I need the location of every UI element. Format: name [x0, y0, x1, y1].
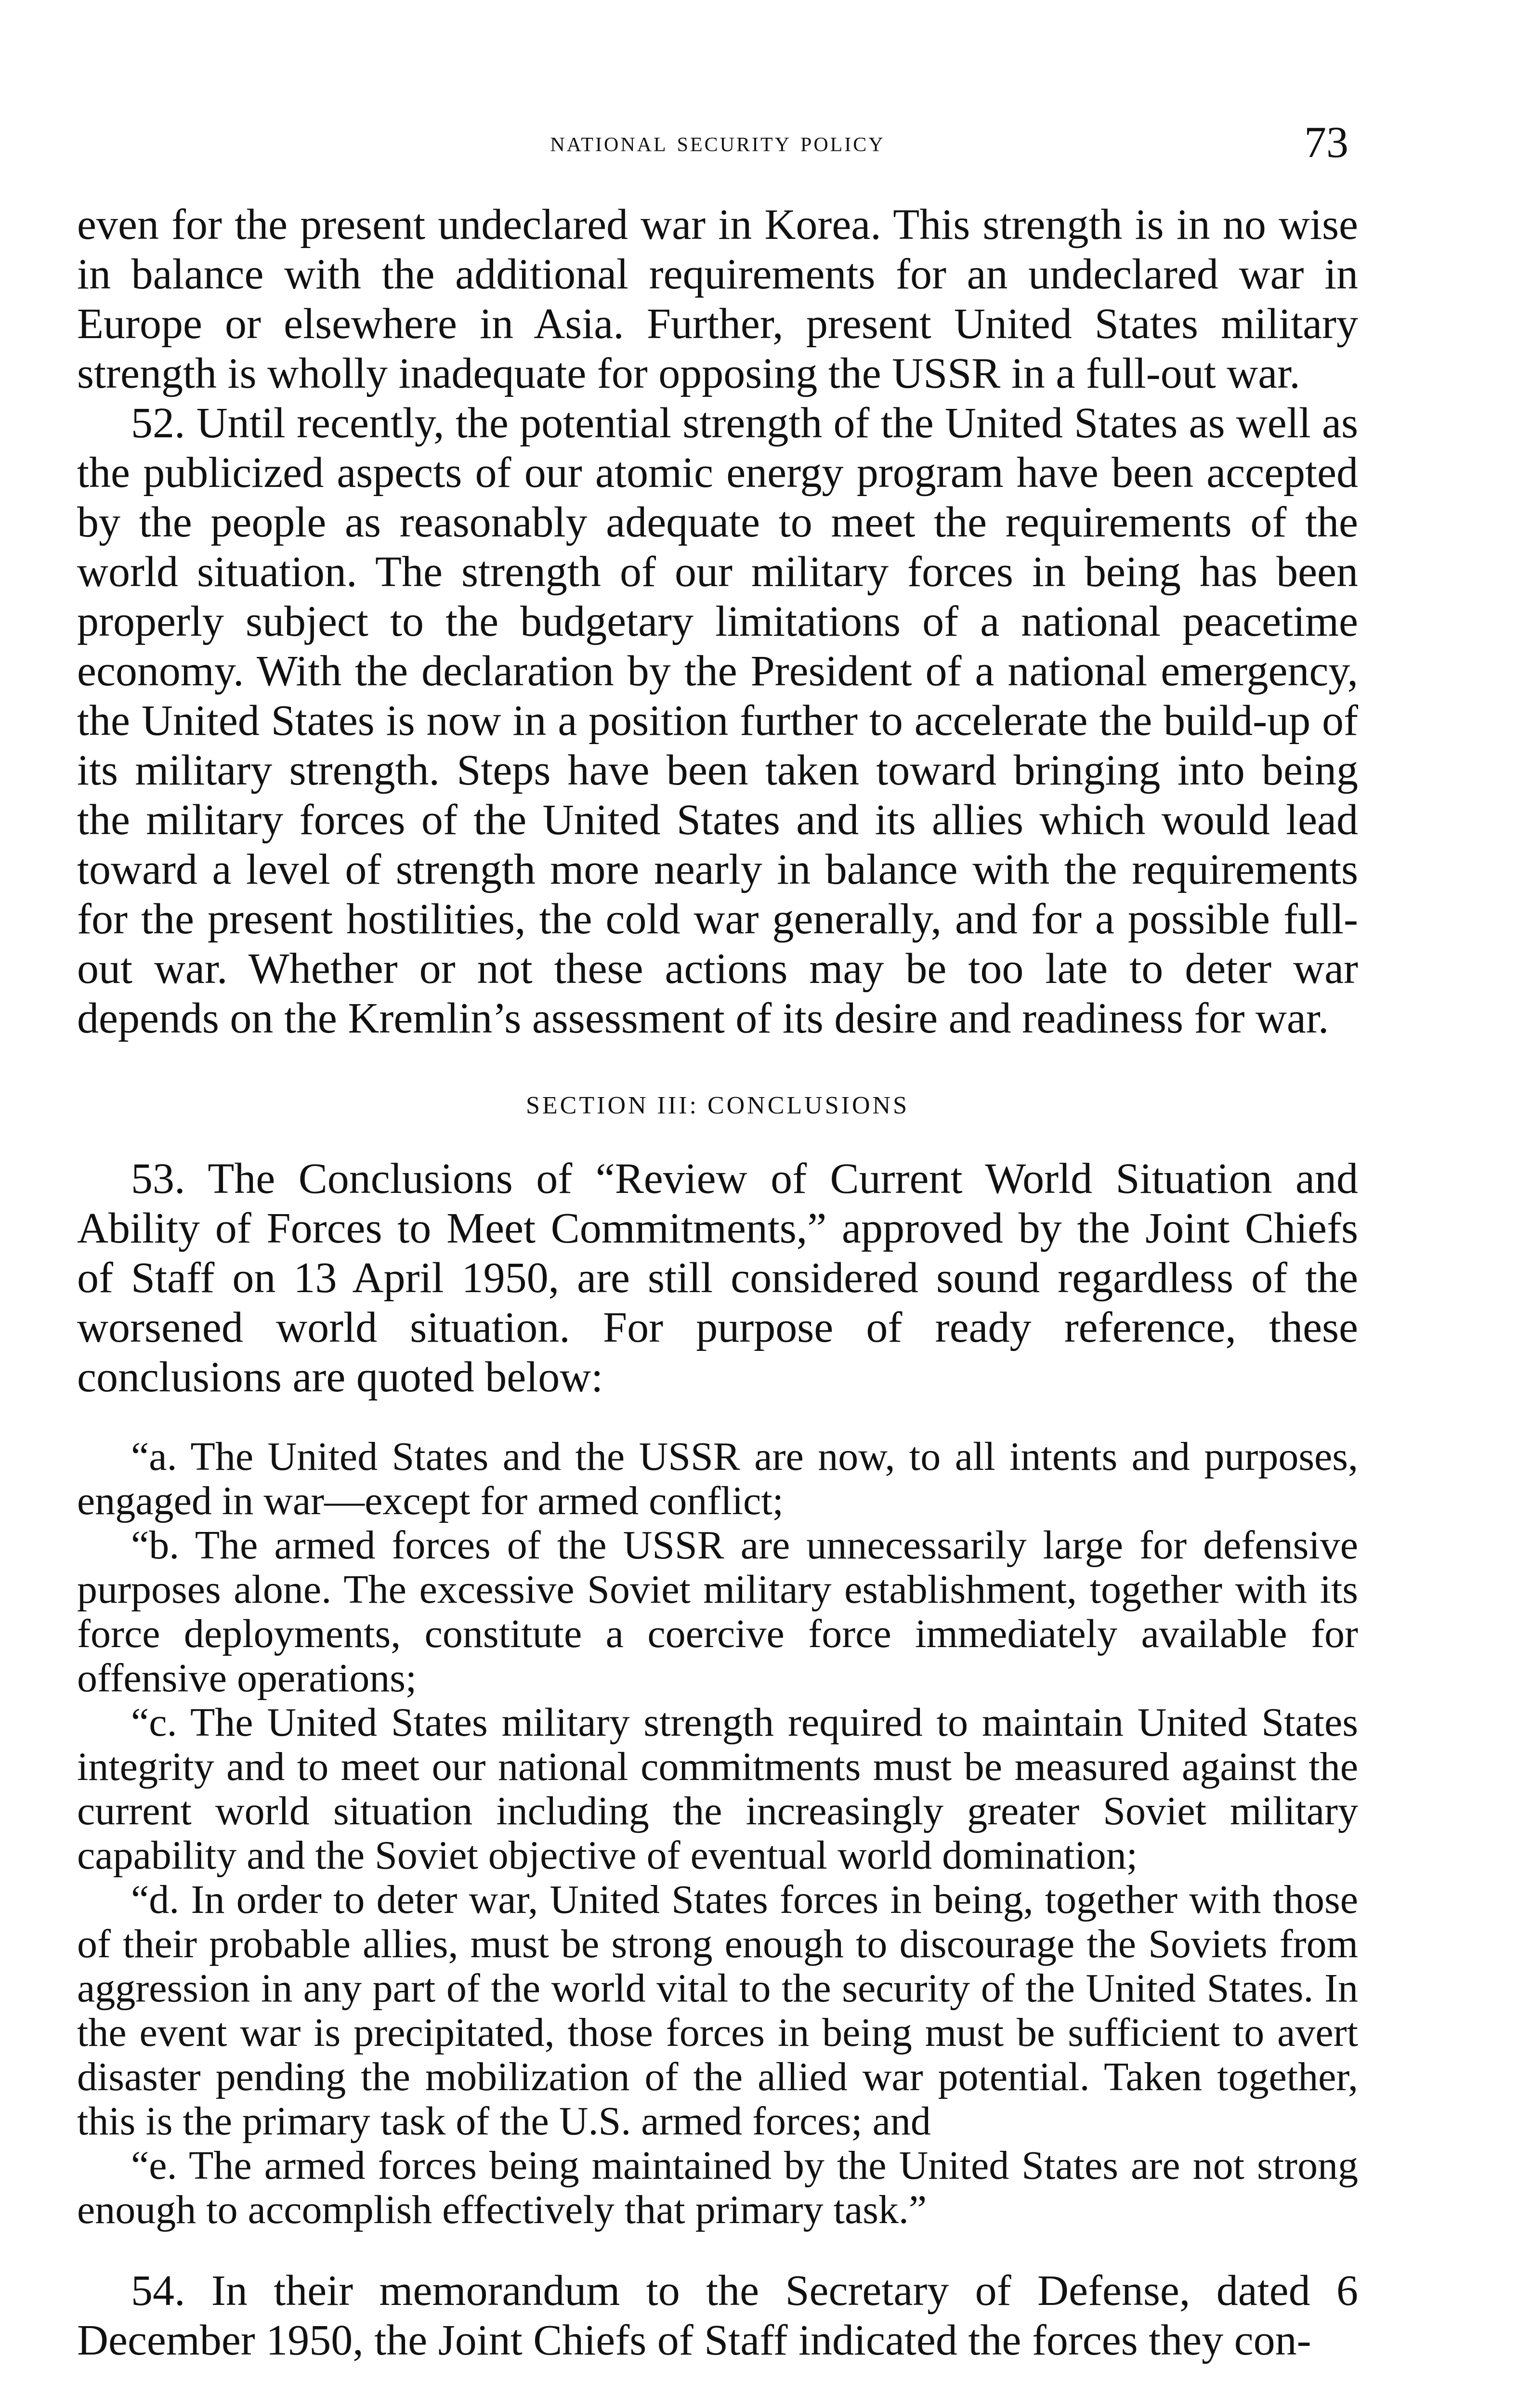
paragraph-53: 53. The Conclusions of “Review of Current World Situation and Ability of Forces to Meet Commitments,” approved by the Joint Chiefs of Staff on 13 April 1950, are still considered sound regardless of the worsened world situation. For purpose of ready reference, these conclusions are quoted below:	[77, 1155, 1358, 1401]
running-head	[77, 118, 1358, 170]
continuation-paragraph: even for the present undeclared war in Korea. This strength is in no wise in balance with the additional requirements for an undeclared war in Europe or elsewhere in Asia. Further, present United States military strength is wholly inadequate for opposing the USSR in a full-out war.	[77, 201, 1358, 397]
paragraph-54: 54. In their memorandum to the Secretary of Defense, dated 6 December 1950, the Joint Chiefs of Staff indicated the forces they con-	[77, 2267, 1358, 2364]
section-heading: SECTION III: CONCLUSIONS	[526, 1092, 909, 1119]
quote-item-e: “e. The armed forces being maintained by the United States are not strong enough to accomplish effectively that primary task.”	[77, 2143, 1358, 2232]
text-column	[77, 200, 1358, 2365]
quote-item-c: “c. The United States military strength required to maintain United States integrity and to meet our national commitments must be measured against the current world situation including the increasingly greater Soviet military capability and the Soviet objective of eventual world domination;	[77, 1700, 1358, 1878]
quote-item-a: “a. The United States and the USSR are now, to all intents and purposes, engaged in war—except for armed conflict;	[77, 1434, 1358, 1523]
quote-item-d: “d. In order to deter war, United States forces in being, together with those of their probable allies, must be strong enough to discourage the Soviets from aggression in any part of the world vital to the security of the United States. In the event war is precipitated, those forces in being must be sufficient to avert disaster pending the mobilization of the allied war potential. Taken together, this is the primary task of the U.S. armed forces; and	[77, 1877, 1358, 2144]
paragraph-52: 52. Until recently, the potential strength of the United States as well as the publicized aspects of our atomic energy program have been accepted by the people as reasonably adequate to meet the requirements of the world situation. The strength of our military forces in being has been properly subject to the budgetary limitations of a national peacetime economy. With the declaration by the President of a national emergency, the United States is now in a position further to accelerate the build-up of its military strength. Steps have been taken toward bringing into being the military forces of the United States and its allies which would lead toward a level of strength more nearly in balance with the requirements for the present hostilities, the cold war generally, and for a possible full-out war. Whether or not these actions may be too late to deter war depends on the Kremlin’s assessment of its desire and readiness for war.	[77, 399, 1358, 1042]
quoted-conclusions	[77, 1435, 1358, 2232]
running-title: national security policy	[550, 126, 885, 157]
quote-item-b: “b. The armed forces of the USSR are unnecessarily large for defensive purposes alone. The excessive Soviet military establishment, together with its force deployments, constitute a coercive force immediately available for offensive operations;	[77, 1523, 1358, 1701]
page-number: 73	[1304, 118, 1348, 167]
